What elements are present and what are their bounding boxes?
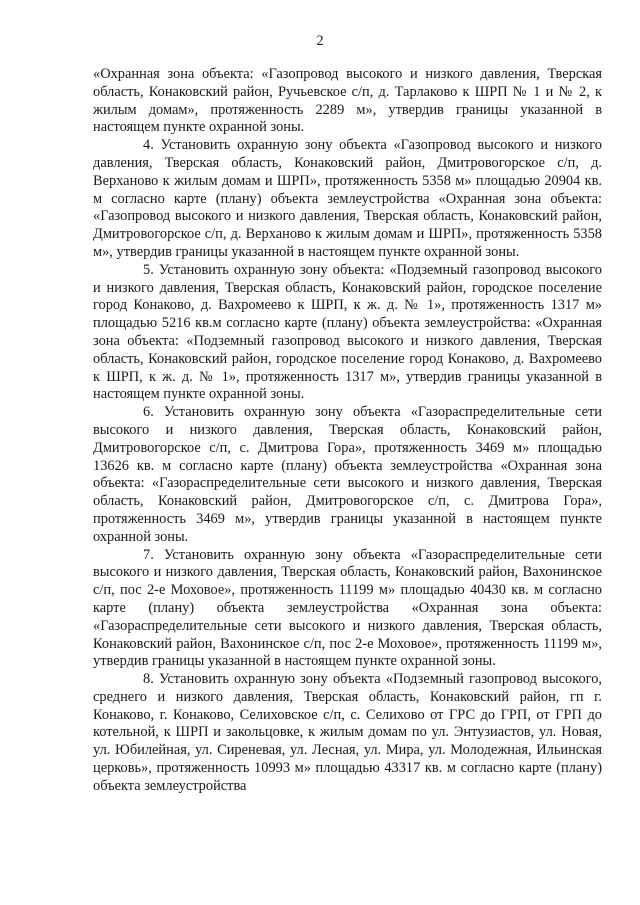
document-body [93,66,602,796]
page-number: 2 [316,33,324,49]
paragraph-item-7: 7. Установить охранную зону объекта «Газораспределительные сети высокого и низкого давления, Тверская область, Конаковский район, Вахонинское с/п, пос 2-е Моховое», протяженность 11199 м» площадью 40430 кв. м согласно карте (плану) объекта землеустройства «Охранная зона объекта: «Газораспределительные сети высокого и низкого давления, Тверская область, Конаковский район, Вахонинское с/п, пос 2-е Моховое», протяженность 11199 м», утвердив границы указанной в настоящем пункте охранной зоны. [93,546,602,670]
paragraph-item-5: 5. Установить охранную зону объекта: «Подземный газопровод высокого и низкого давления, Тверская область, Конаковский район, городское поселение город Конаково, д. Вахромеево к ШРП, к ж. д. № 1», протяженность 1317 м» площадью 5216 кв.м согласно карте (плану) объекта землеустройства: «Охранная зона объекта: «Подземный газопровод высокого и низкого давления, Тверская область, Конаковский район, городское поселение город Конаково, д. Вахромеево к ШРП, к ж. д. № 1», протяженность 1317 м», утвердив границы указанной в настоящем пункте охранной зоны. [93,261,602,403]
paragraph-item-6: 6. Установить охранную зону объекта «Газораспределительные сети высокого и низкого давления, Тверская область, Конаковский район, Дмитровогорское с/п, с. Дмитрова Гора», протяженность 3469 м» площадью 13626 кв. м согласно карте (плану) объекта землеустройства «Охранная зона объекта: «Газораспределительные сети высокого и низкого давления, Тверская область, Конаковский район, Дмитровогорское с/п, с. Дмитрова Гора», протяженность 3469 м», утвердив границы указанной в настоящем пункте охранной зоны. [93,404,602,545]
paragraph-item-4: 4. Установить охранную зону объекта «Газопровод высокого и низкого давления, Тверская область, Конаковский район, Дмитровогорское с/п, д. Верханово к жилым домам и ШРП», протяженность 5358 м» площадью 20904 кв. м согласно карте (плану) объекта землеустройства «Охранная зона объекта: «Газопровод высокого и низкого давления, Тверская область, Конаковский район, Дмитровогорское с/п, д. Верханово к жилым домам и ШРП», протяженность 5358 м», утвердив границы указанной в настоящем пункте охранной зоны. [93,137,602,260]
paragraph-item-8: 8. Установить охранную зону объекта «Подземный газопровод высокого, среднего и низкого давления, Тверская область, Конаковский район, гп г. Конаково, г. Конаково, Селиховское с/п, с. Селихово от ГРС до ГРП, от ГРП до котельной, к ШРП и закольцовке, к жилым домам по ул. Энтузиастов, ул. Новая, ул. Юбилейная, ул. Сиреневая, ул. Лесная, ул. Мира, ул. Молодежная, Ильинская церковь», протяженность 10993 м» площадью 43317 кв. м согласно карте (плану) объекта землеустройства [93,671,602,794]
paragraph-3-continuation: «Охранная зона объекта: «Газопровод высокого и низкого давления, Тверская область, Конаковский район, Ручьевское с/п, д. Тарлаково к ШРП № 1 и № 2, к жилым домам», протяженность 2289 м», утвердив границы указанной в настоящем пункте охранной зоны. [93,66,602,136]
